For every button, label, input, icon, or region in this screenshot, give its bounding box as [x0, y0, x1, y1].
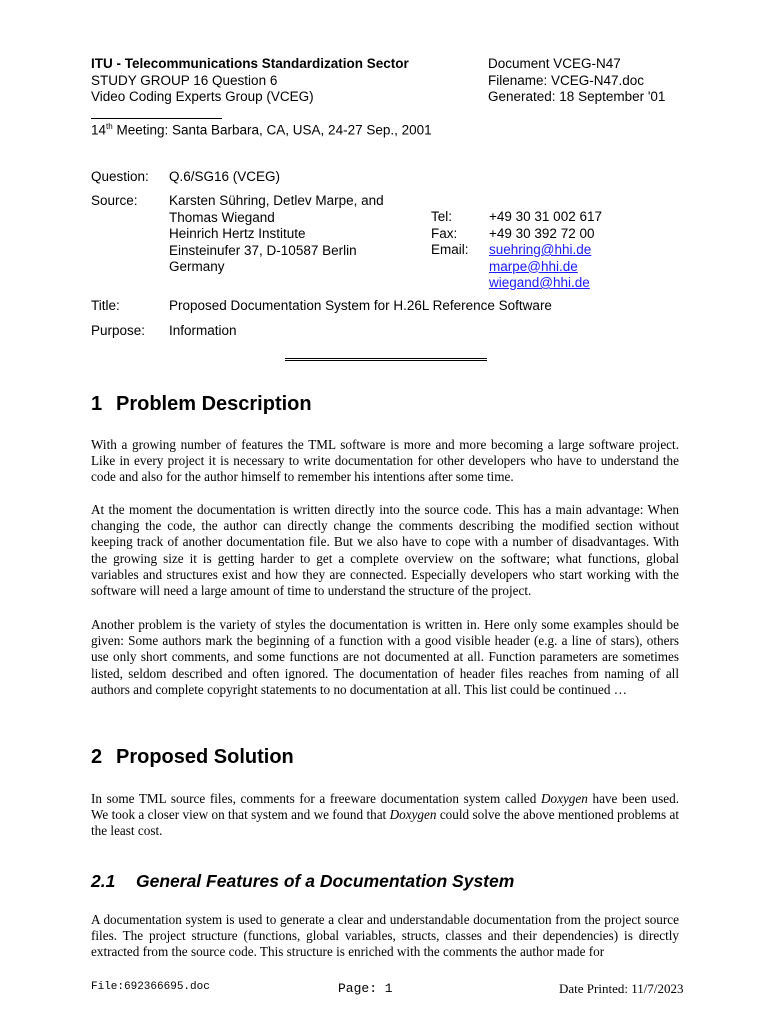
email-link-suehring[interactable]: suehring@hhi.de: [489, 242, 592, 257]
subsection-2-1-heading: [91, 871, 514, 892]
fax-label: Fax:: [431, 225, 458, 241]
paragraph: At the moment the documentation is written directly into the source code. This has a main advantage: When changing the code, the author can directly change the comments describing the modified section without keeping track of another documentation file. But we also have to cope with a number of disadvantages. With the growing size it is getting harder to get a complete overview on the software; what functions, global variables and structures exist and how they are connected. Especially developers who start working with the software will need a large amount of time to understand the structure of the project.: [91, 502, 679, 599]
paragraph: Another problem is the variety of styles the documentation is written in. Here only some examples should be given: Some authors mark the beginning of a function with a good visible header (e.g. a line of stars), others use only short comments, and some functions are not documented at all. Function parameters are sometimes listed, seldom described and often ignored. The documentation of header files reaches from naming of all authors and complete copyright statements to no documentation at all. This list could be continued …: [91, 617, 679, 697]
header-rule: [91, 118, 222, 119]
source-line: Einsteinufer 37, D-10587 Berlin: [169, 242, 357, 258]
tel-value: +49 30 31 002 617: [489, 209, 602, 224]
section-number: 1: [91, 393, 103, 415]
organization-name: ITU - Telecommunications Standardization Sector: [91, 56, 409, 71]
fax-value: +49 30 392 72 00: [489, 225, 595, 241]
source-line: Karsten Sühring, Detlev Marpe, and: [169, 193, 384, 208]
subsection-number: 2.1: [91, 871, 116, 891]
header-right: [488, 56, 665, 106]
paragraph: With a growing number of features the TML software is more and more becoming a large software project. Like in every project it is necessary to write documentation for other developers who have to understand the code and also for the author himself to remember his intentions after some time.: [91, 437, 679, 485]
source-line: Heinrich Hertz Institute: [169, 226, 306, 241]
purpose-value: Information: [169, 323, 237, 338]
meeting-number: 14: [91, 122, 107, 138]
source-value: [169, 193, 384, 276]
section-number: 2: [91, 746, 103, 768]
tel-label: Tel:: [431, 209, 453, 224]
separator-rule: [285, 358, 487, 362]
doxygen-emphasis: Doxygen: [389, 807, 437, 823]
email-label: Email:: [431, 242, 469, 257]
section-title: Problem Description: [116, 393, 312, 415]
question-label: Question:: [91, 169, 149, 184]
meeting-ordinal: th: [106, 122, 113, 131]
text-run: could solve the above mentioned problems at the least cost.: [91, 807, 680, 839]
footer-date: Date Printed: 11/7/2023: [559, 981, 684, 996]
meeting-details: Meeting: Santa Barbara, CA, USA, 24-27 Sep., 2001: [112, 122, 432, 138]
section-2-heading: [91, 746, 294, 769]
source-label: Source:: [91, 193, 138, 208]
footer-page: Page: 1: [338, 981, 393, 996]
section-title: Proposed Solution: [116, 746, 294, 768]
title-value: Proposed Documentation System for H.26L Reference Software: [169, 298, 552, 313]
meeting-line: [91, 122, 432, 138]
purpose-label: Purpose:: [91, 323, 146, 338]
source-line: Thomas Wiegand: [169, 209, 275, 225]
doxygen-emphasis: Doxygen: [540, 791, 588, 806]
section-1-heading: [91, 393, 312, 416]
source-line: Germany: [169, 259, 225, 274]
footer-filename: File:692366695.doc: [91, 981, 210, 993]
text-run: In some TML source files, comments for a freeware documentation system called: [91, 791, 541, 806]
email-link-marpe[interactable]: marpe@hhi.de: [489, 258, 578, 274]
paragraph: A documentation system is used to generate a clear and understandable documentation from the project source files. The project structure (functions, global variables, structs, classes and their dependencies) is directly extracted from the source code. This structure is enriched with the comments the author made for: [91, 912, 679, 960]
contact-labels: [431, 209, 469, 259]
header-left: [91, 56, 409, 106]
contact-values: [489, 209, 602, 292]
text-run: have been used. We took a closer view on that system and we found that: [91, 791, 679, 823]
filename: Filename: VCEG-N47.doc: [488, 72, 645, 88]
expert-group: Video Coding Experts Group (VCEG): [91, 89, 314, 104]
email-link-wiegand[interactable]: wiegand@hhi.de: [489, 275, 590, 290]
subsection-title: General Features of a Documentation System: [136, 871, 515, 891]
generated-date: Generated: 18 September '01: [488, 89, 666, 104]
question-value: Q.6/SG16 (VCEG): [169, 169, 281, 184]
document-id: Document VCEG-N47: [488, 56, 621, 71]
study-group: STUDY GROUP 16 Question 6: [91, 72, 278, 88]
title-label: Title:: [91, 298, 120, 313]
paragraph: [91, 791, 679, 840]
